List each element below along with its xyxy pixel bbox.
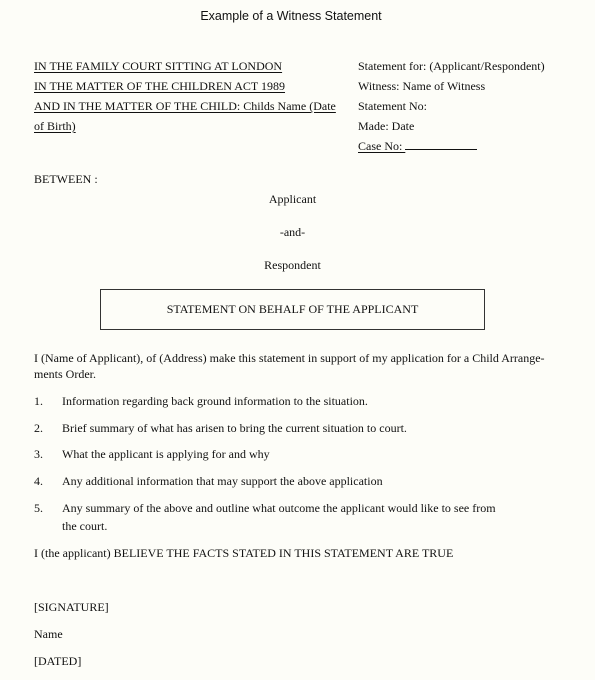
list-item-text-continued: the court. — [62, 519, 108, 533]
respondent-label: Respondent — [264, 258, 321, 272]
list-item-text: Information regarding back ground information to the situation. — [62, 394, 368, 408]
intro-line-2: ments Order. — [34, 367, 96, 381]
case-no-row — [358, 136, 588, 156]
statement-meta-block — [358, 56, 588, 156]
court-heading-block — [34, 56, 344, 136]
court-line-1: IN THE FAMILY COURT SITTING AT LONDON — [34, 59, 283, 73]
list-item-number: 3. — [34, 447, 43, 461]
list-item-number: 5. — [34, 501, 43, 515]
case-no-label: Case No: — [358, 139, 406, 153]
signature-placeholder: [SIGNATURE] — [34, 600, 109, 614]
and-label: -and- — [279, 225, 306, 239]
list-item-text: What the applicant is applying for and why — [62, 447, 270, 461]
intro-paragraph — [34, 350, 554, 382]
court-line-2: IN THE MATTER OF THE CHILDREN ACT 1989 — [34, 79, 286, 93]
witness-field: Witness: Name of Witness — [358, 79, 486, 93]
list-item-number: 2. — [34, 421, 43, 435]
statement-heading-box — [100, 289, 485, 330]
case-no-blank-line — [405, 137, 477, 150]
list-item-text: Any summary of the above and outline what outcome the applicant would like to see from — [62, 501, 496, 515]
name-placeholder: Name — [34, 627, 63, 641]
between-label: BETWEEN : — [34, 172, 98, 186]
court-line-3b: of Birth) — [34, 119, 76, 133]
statement-no-field: Statement No: — [358, 99, 427, 113]
list-item-number: 4. — [34, 474, 43, 488]
court-line-3a: AND IN THE MATTER OF THE CHILD: Childs Name (Date — [34, 99, 336, 113]
document-title: Example of a Witness Statement — [200, 9, 382, 23]
applicant-label: Applicant — [268, 192, 317, 206]
list-item-text: Brief summary of what has arisen to bring the current situation to court. — [62, 421, 407, 435]
list-item-text: Any additional information that may support the above application — [62, 474, 383, 488]
belief-statement: I (the applicant) BELIEVE THE FACTS STATED IN THIS STATEMENT ARE TRUE — [34, 546, 454, 560]
list-item-number: 1. — [34, 394, 43, 408]
dated-placeholder: [DATED] — [34, 654, 82, 668]
statement-heading: STATEMENT ON BEHALF OF THE APPLICANT — [166, 302, 419, 316]
intro-line-1: I (Name of Applicant), of (Address) make this statement in support of my application for a Child Arrange- — [34, 351, 545, 365]
made-field: Made: Date — [358, 119, 415, 133]
statement-for-field: Statement for: (Applicant/Respondent) — [358, 59, 545, 73]
